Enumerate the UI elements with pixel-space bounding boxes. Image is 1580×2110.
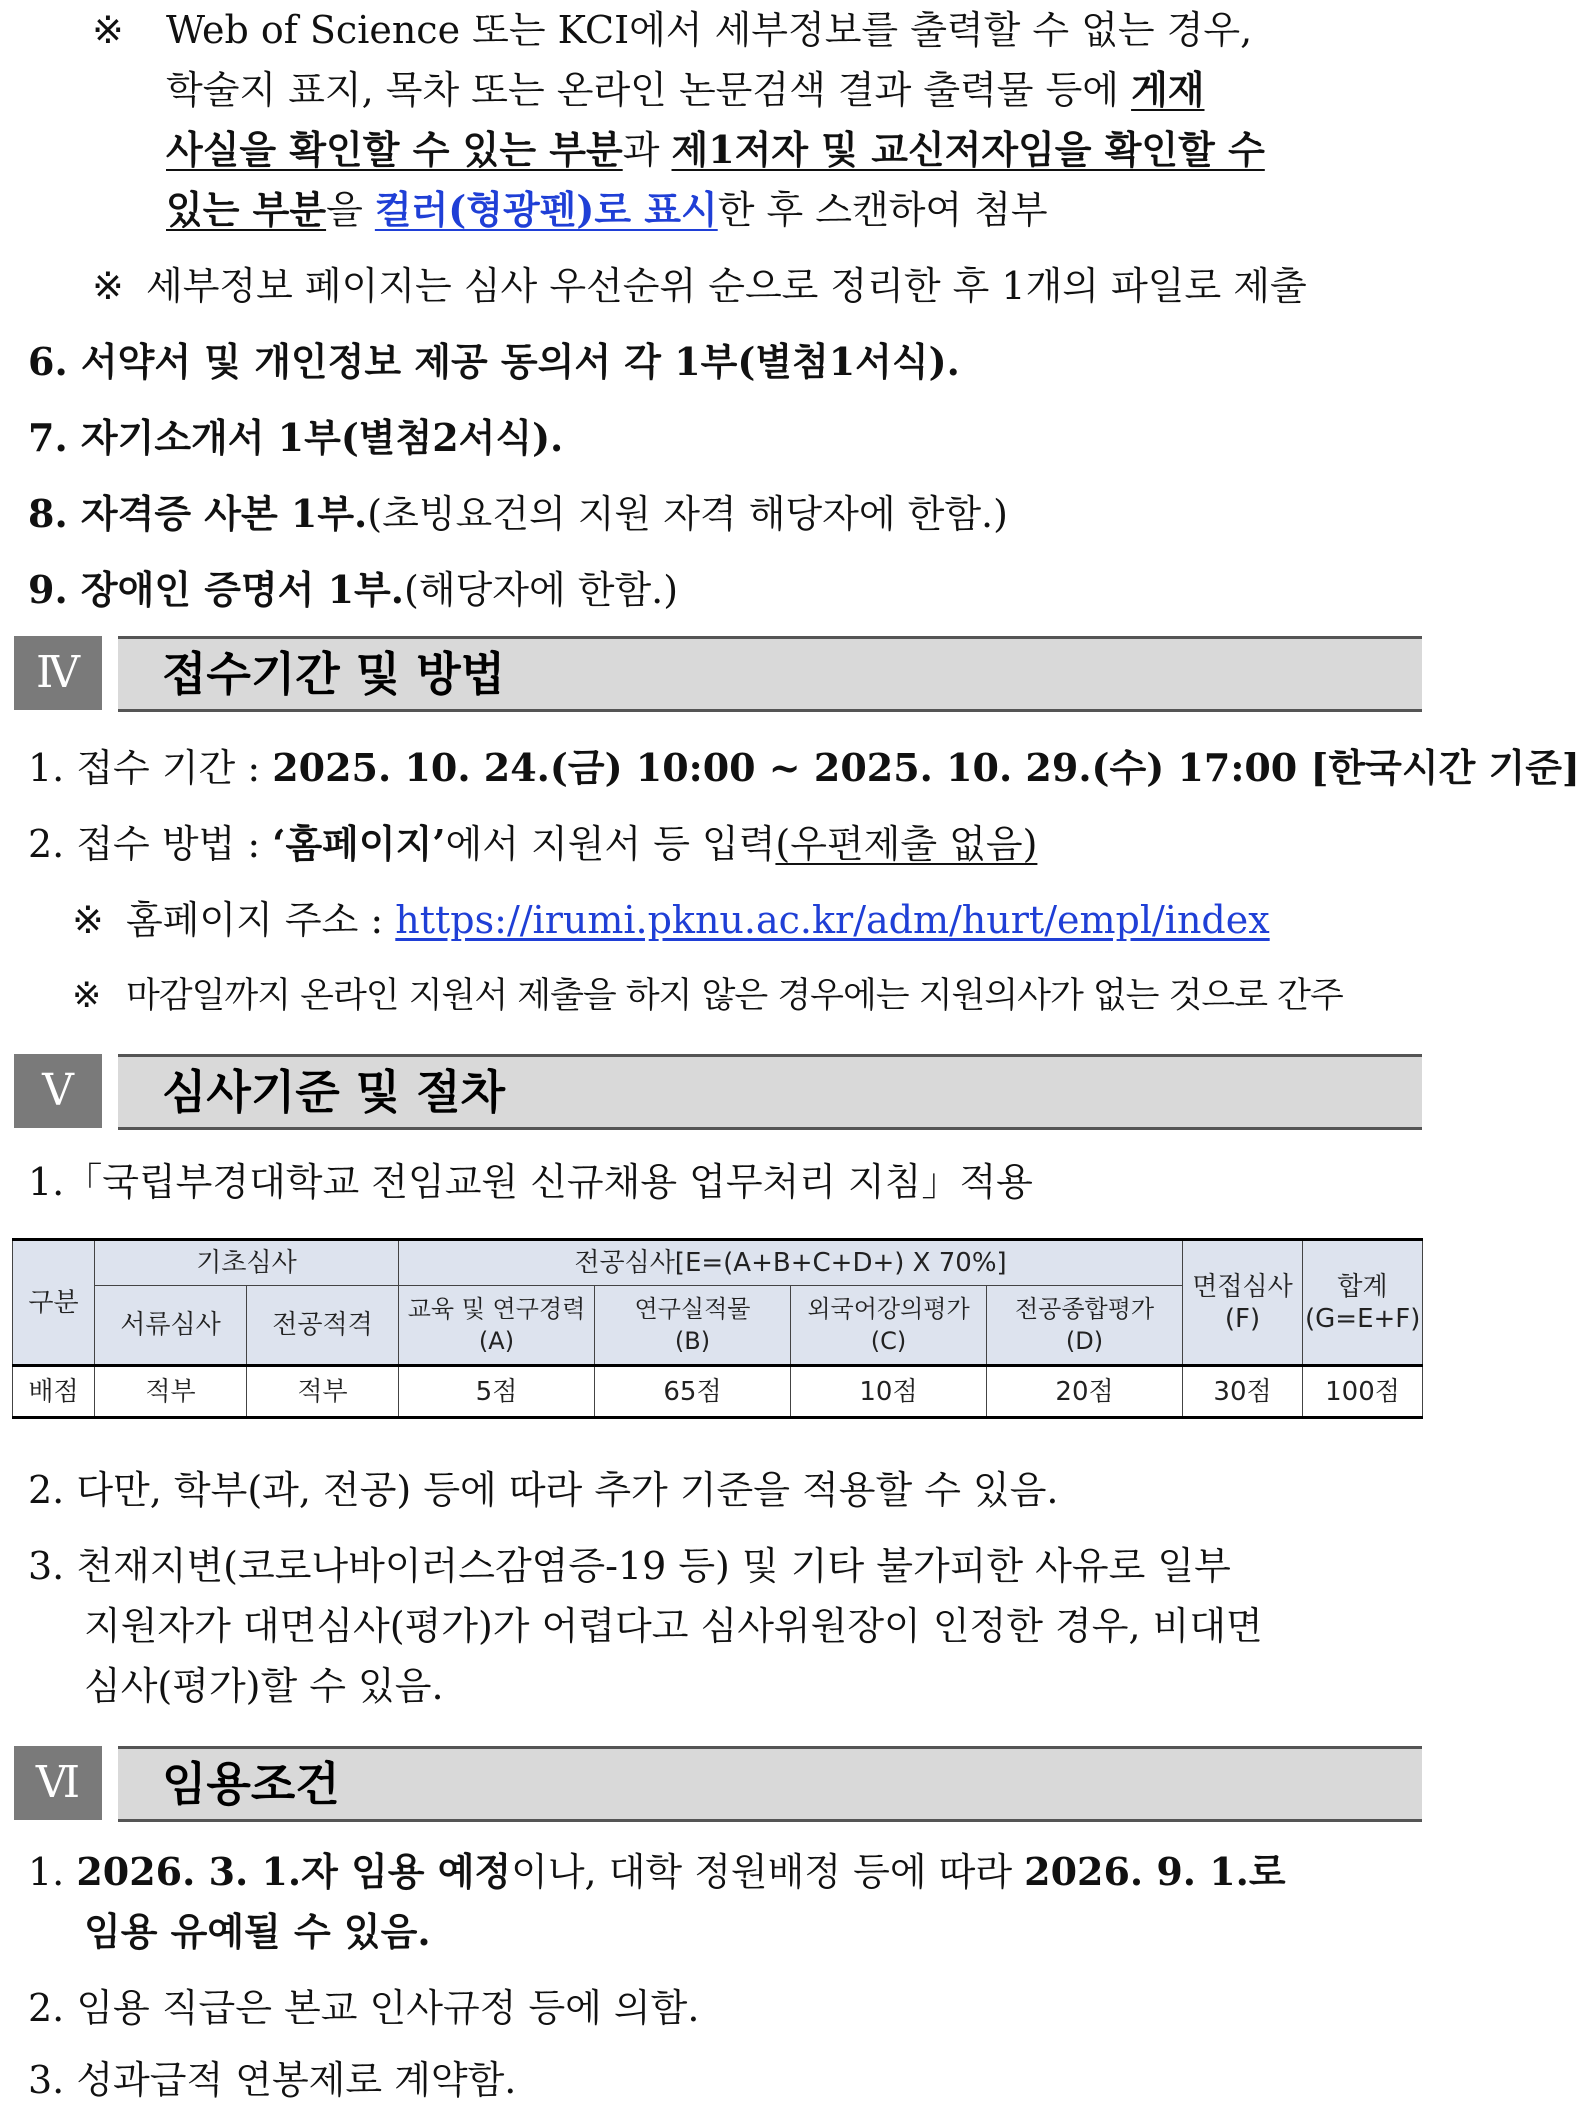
section-title: 심사기준 및 절차 <box>162 1065 506 1119</box>
note-order-line: ※ 세부정보 페이지는 심사 우선순위 순으로 정리한 후 1개의 파일로 제출 <box>92 264 1307 308</box>
header-d: 전공종합평가 (D) <box>987 1286 1183 1366</box>
header-gubun: 구분 <box>13 1240 95 1366</box>
section-title: 접수기간 및 방법 <box>162 647 506 701</box>
table-cell: 10점 <box>791 1366 987 1418</box>
section-number: Ⅳ <box>14 636 102 710</box>
homepage-link[interactable]: https://irumi.pknu.ac.kr/adm/hurt/empl/index <box>395 898 1270 942</box>
note-detail-line-3: 사실을 확인할 수 있는 부분과 제1저자 및 교신저자임을 확인할 수 <box>166 127 1265 172</box>
appointment-item-2: 2. 임용 직급은 본교 인사규정 등에 의함. <box>28 1986 700 2030</box>
header-major-fit: 전공적격 <box>247 1286 399 1366</box>
section-heading-v <box>14 1054 1422 1128</box>
section-heading-vi <box>14 1746 1422 1820</box>
table-cell: 5점 <box>399 1366 595 1418</box>
review-item-2: 2. 다만, 학부(과, 전공) 등에 따라 추가 기준을 적용할 수 있음. <box>28 1468 1059 1512</box>
header-b: 연구실적물 (B) <box>595 1286 791 1366</box>
reception-period: 1. 접수 기간 : 2025. 10. 24.(금) 10:00 ~ 2025. 10. 29.(수) 17:00 [한국시간 기준] <box>28 745 1580 790</box>
header-major-review: 전공심사[E=(A+B+C+D+) X 70%] <box>399 1240 1183 1286</box>
section-title: 임용조건 <box>162 1757 340 1811</box>
item-8: 8. 자격증 사본 1부.(초빙요건의 지원 자격 해당자에 한함.) <box>28 491 1008 536</box>
table-cell: 65점 <box>595 1366 791 1418</box>
note-detail-line-4: 있는 부분을 컬러(형광펜)로 표시한 후 스캔하여 첨부 <box>166 187 1048 232</box>
table-cell: 적부 <box>247 1366 399 1418</box>
note-detail-line-2: 학술지 표지, 목차 또는 온라인 논문검색 결과 출력물 등에 게재 <box>166 67 1205 112</box>
row-label: 배점 <box>13 1366 95 1418</box>
header-document-review: 서류심사 <box>95 1286 247 1366</box>
item-7: 7. 자기소개서 1부(별첨2서식). <box>28 415 564 460</box>
header-interview: 면접심사 (F) <box>1183 1240 1303 1366</box>
table-cell: 100점 <box>1303 1366 1423 1418</box>
table-cell: 적부 <box>95 1366 247 1418</box>
review-item-3-line-1: 3. 천재지변(코로나바이러스감염증-19 등) 및 기타 불가피한 사유로 일부 <box>28 1544 1231 1588</box>
header-a: 교육 및 연구경력 (A) <box>399 1286 595 1366</box>
item-9: 9. 장애인 증명서 1부.(해당자에 한함.) <box>28 567 679 612</box>
header-total: 합계 (G=E+F) <box>1303 1240 1423 1366</box>
section-number: Ⅵ <box>14 1746 102 1820</box>
score-table <box>12 1238 1423 1419</box>
header-basic-review: 기초심사 <box>95 1240 399 1286</box>
section-heading-iv <box>14 636 1422 710</box>
homepage-address: ※ 홈페이지 주소 : https://irumi.pknu.ac.kr/adm/hurt/empl/index <box>72 898 1270 942</box>
note-detail-line-1: ※ Web of Science 또는 KCI에서 세부정보를 출력할 수 없는 경우, <box>92 0 1252 60</box>
review-item-3-line-2: 지원자가 대면심사(평가)가 어렵다고 심사위원장이 인정한 경우, 비대면 <box>84 1604 1263 1648</box>
deadline-note: ※ 마감일까지 온라인 지원서 제출을 하지 않은 경우에는 지원의사가 없는 것으로 간주 <box>72 976 1343 1016</box>
header-c: 외국어강의평가 (C) <box>791 1286 987 1366</box>
appointment-item-1-line-1: 1. 2026. 3. 1.자 임용 예정이나, 대학 정원배정 등에 따라 2026. 9. 1.로 <box>28 1849 1286 1894</box>
table-cell: 20점 <box>987 1366 1183 1418</box>
table-cell: 30점 <box>1183 1366 1303 1418</box>
reception-method: 2. 접수 방법 : ‘홈페이지’에서 지원서 등 입력(우편제출 없음) <box>28 821 1038 866</box>
section-number: Ⅴ <box>14 1054 102 1128</box>
appointment-item-1-line-2: 임용 유예될 수 있음. <box>84 1909 431 1954</box>
appointment-item-3: 3. 성과급적 연봉제로 계약함. <box>28 2058 517 2102</box>
review-item-3-line-3: 심사(평가)할 수 있음. <box>84 1664 444 1708</box>
review-item-1: 1.「국립부경대학교 전임교원 신규채용 업무처리 지침」적용 <box>28 1160 1033 1204</box>
table-row <box>13 1366 1423 1418</box>
reference-mark: ※ <box>92 8 124 52</box>
item-6: 6. 서약서 및 개인정보 제공 동의서 각 1부(별첨1서식). <box>28 339 960 384</box>
